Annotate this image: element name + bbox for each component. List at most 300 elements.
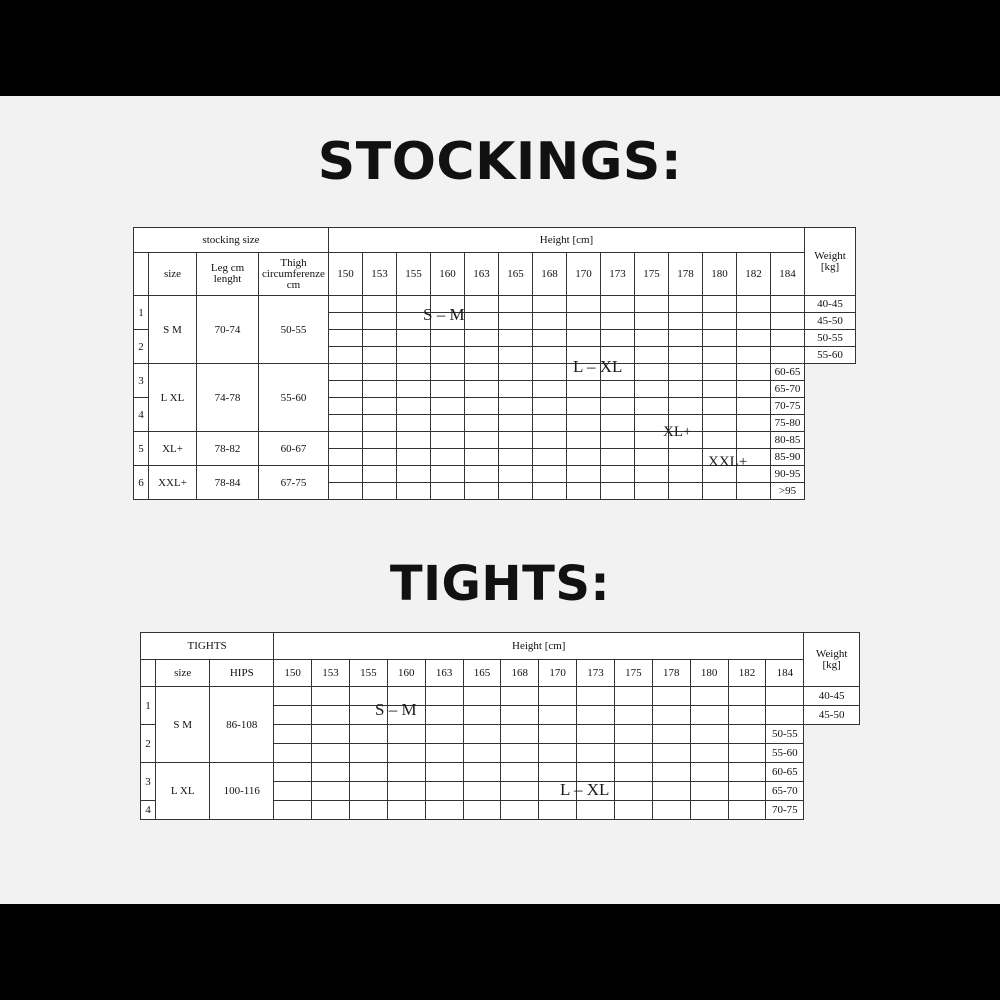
cell — [652, 725, 690, 744]
header-tights: TIGHTS — [141, 633, 274, 660]
height-col-160: 160 — [431, 253, 465, 296]
thigh-circumference: 60-67 — [259, 432, 329, 466]
cell-shaded — [499, 432, 533, 449]
bottom-letterbox-bar — [0, 904, 1000, 1000]
cell-shaded — [465, 398, 499, 415]
cell — [431, 466, 465, 483]
cell-shaded — [501, 687, 539, 706]
cell — [690, 801, 728, 820]
cell-shaded — [463, 782, 501, 801]
cell-shaded — [465, 330, 499, 347]
table-subheader-row — [141, 660, 860, 687]
height-col-155: 155 — [397, 253, 431, 296]
cell — [329, 364, 363, 381]
cell-shaded — [463, 801, 501, 820]
height-col-163: 163 — [425, 660, 463, 687]
cell — [728, 706, 766, 725]
cell-shaded — [577, 725, 615, 744]
cell-shaded — [463, 706, 501, 725]
height-col-160: 160 — [387, 660, 425, 687]
weight-value: 85-90 — [771, 449, 805, 466]
cell-shaded — [635, 381, 669, 398]
cell — [397, 483, 431, 500]
cell — [771, 330, 805, 347]
header-height: Height [cm] — [274, 633, 804, 660]
weight-value: 55-60 — [766, 744, 804, 763]
zone-label-xxlplus: XXL+ — [708, 454, 748, 470]
cell — [312, 801, 350, 820]
cell — [771, 347, 805, 364]
cell — [766, 687, 804, 706]
cell-shaded — [669, 466, 703, 483]
height-col-173: 173 — [577, 660, 615, 687]
cell-shaded — [577, 744, 615, 763]
cell-shaded — [539, 744, 577, 763]
cell — [635, 330, 669, 347]
cell-shaded — [363, 313, 397, 330]
height-col-178: 178 — [669, 253, 703, 296]
row-index: 6 — [134, 466, 149, 500]
weight-value: 45-50 — [805, 313, 856, 330]
cell — [567, 296, 601, 313]
cell-shaded — [431, 381, 465, 398]
thigh-circumference: 55-60 — [259, 364, 329, 432]
table-row — [134, 432, 856, 449]
cell — [431, 432, 465, 449]
subheader-hips: HIPS — [210, 660, 274, 687]
size-label: L XL — [149, 364, 197, 432]
cell-shaded — [425, 725, 463, 744]
cell-shaded — [635, 483, 669, 500]
cell-shaded — [397, 347, 431, 364]
size-label: S M — [149, 296, 197, 364]
cell — [703, 296, 737, 313]
cell — [635, 296, 669, 313]
cell — [703, 347, 737, 364]
cell — [690, 725, 728, 744]
cell-shaded — [499, 330, 533, 347]
cell-shaded — [567, 415, 601, 432]
cell-shaded — [465, 347, 499, 364]
cell-shaded — [387, 801, 425, 820]
row-index: 3 — [141, 763, 156, 801]
cell-shaded — [425, 801, 463, 820]
header-height: Height [cm] — [329, 228, 805, 253]
cell-shaded — [539, 706, 577, 725]
cell-shaded — [501, 801, 539, 820]
height-col-173: 173 — [601, 253, 635, 296]
cell — [771, 313, 805, 330]
row-index: 5 — [134, 432, 149, 466]
cell-shaded — [349, 725, 387, 744]
cell — [533, 466, 567, 483]
weight-value: 65-70 — [766, 782, 804, 801]
height-col-168: 168 — [533, 253, 567, 296]
tights-table-wrapper — [140, 632, 860, 820]
cell-shaded — [635, 398, 669, 415]
cell-shaded — [601, 466, 635, 483]
cell-shaded — [652, 801, 690, 820]
cell-shaded — [425, 744, 463, 763]
cell-shaded — [463, 725, 501, 744]
cell — [690, 706, 728, 725]
cell — [397, 432, 431, 449]
cell — [329, 466, 363, 483]
cell — [614, 706, 652, 725]
subheader-size: size — [156, 660, 210, 687]
cell-shaded — [567, 466, 601, 483]
cell — [363, 347, 397, 364]
height-col-153: 153 — [363, 253, 397, 296]
header-weight — [805, 228, 856, 296]
cell-shaded — [431, 364, 465, 381]
cell-shaded — [465, 296, 499, 313]
cell — [577, 706, 615, 725]
row-index: 4 — [134, 398, 149, 432]
cell-shaded — [501, 725, 539, 744]
cell-shaded — [703, 381, 737, 398]
cell — [690, 744, 728, 763]
cell-shaded — [539, 763, 577, 782]
cell-shaded — [274, 706, 312, 725]
height-col-184: 184 — [771, 253, 805, 296]
cell-shaded — [533, 347, 567, 364]
row-index: 1 — [134, 296, 149, 330]
height-col-175: 175 — [635, 253, 669, 296]
cell — [349, 782, 387, 801]
cell-shaded — [312, 725, 350, 744]
cell — [329, 432, 363, 449]
table-subheader-row — [134, 253, 856, 296]
cell — [329, 398, 363, 415]
cell — [465, 432, 499, 449]
cell-shaded — [601, 483, 635, 500]
cell — [499, 466, 533, 483]
height-col-165: 165 — [463, 660, 501, 687]
size-label: S M — [156, 687, 210, 763]
cell-shaded — [533, 330, 567, 347]
subheader-size: size — [149, 253, 197, 296]
cell-shaded — [669, 364, 703, 381]
cell-shaded — [425, 687, 463, 706]
zone-label-sm: S – M — [375, 700, 417, 719]
cell-shaded — [669, 381, 703, 398]
cell-shaded — [501, 744, 539, 763]
cell-shaded — [567, 483, 601, 500]
cell-shaded — [397, 330, 431, 347]
cell-shaded — [703, 483, 737, 500]
cell-shaded — [387, 725, 425, 744]
cell — [431, 398, 465, 415]
cell-shaded — [533, 415, 567, 432]
cell-shaded — [463, 687, 501, 706]
cell — [397, 398, 431, 415]
cell-shaded — [737, 415, 771, 432]
cell-shaded — [533, 449, 567, 466]
cell-shaded — [465, 313, 499, 330]
cell — [737, 330, 771, 347]
header-weight-line1: Weight — [815, 647, 848, 660]
zone-label-xlplus: XL+ — [663, 424, 692, 440]
tights-table — [140, 632, 860, 820]
cell-shaded — [312, 687, 350, 706]
cell — [737, 364, 771, 381]
stockings-heading: STOCKINGS: — [317, 132, 683, 192]
cell-shaded — [737, 432, 771, 449]
cell — [431, 415, 465, 432]
height-col-180: 180 — [703, 253, 737, 296]
cell — [363, 415, 397, 432]
cell — [363, 364, 397, 381]
table-header-row — [134, 228, 856, 253]
cell-shaded — [501, 782, 539, 801]
cell-shaded — [601, 381, 635, 398]
cell — [737, 296, 771, 313]
cell-shaded — [737, 483, 771, 500]
cell-shaded — [312, 706, 350, 725]
hips-value: 100-116 — [210, 763, 274, 820]
cell-shaded — [425, 706, 463, 725]
cell-shaded — [601, 432, 635, 449]
cell — [397, 381, 431, 398]
height-col-170: 170 — [539, 660, 577, 687]
cell-shaded — [499, 415, 533, 432]
height-col-180: 180 — [690, 660, 728, 687]
cell-shaded — [539, 801, 577, 820]
thigh-circumference: 67-75 — [259, 466, 329, 500]
zone-label-lxl: L – XL — [560, 780, 610, 799]
cell-shaded — [577, 801, 615, 820]
cell-shaded — [601, 398, 635, 415]
cell — [499, 449, 533, 466]
cell — [577, 687, 615, 706]
cell — [499, 483, 533, 500]
subheader-leg-line1: Leg cm — [210, 262, 245, 274]
header-weight-line2: [kg] — [822, 658, 841, 671]
cell — [274, 801, 312, 820]
cell-shaded — [425, 782, 463, 801]
cell — [329, 449, 363, 466]
height-col-155: 155 — [349, 660, 387, 687]
weight-value: >95 — [771, 483, 805, 500]
top-letterbox-bar — [0, 0, 1000, 96]
leg-length: 78-84 — [197, 466, 259, 500]
weight-value: 40-45 — [804, 687, 860, 706]
cell-shaded — [465, 415, 499, 432]
cell — [329, 415, 363, 432]
tights-heading: TIGHTS: — [389, 556, 611, 612]
cell — [274, 744, 312, 763]
height-col-170: 170 — [567, 253, 601, 296]
table-row — [141, 687, 860, 706]
cell — [312, 782, 350, 801]
cell-shaded — [567, 398, 601, 415]
cell-shaded — [614, 744, 652, 763]
header-weight-line1: Weight — [814, 249, 846, 262]
leg-length: 78-82 — [197, 432, 259, 466]
cell-shaded — [499, 381, 533, 398]
corner-cell — [134, 253, 149, 296]
cell — [635, 313, 669, 330]
cell-shaded — [499, 347, 533, 364]
cell — [363, 432, 397, 449]
subheader-thigh-line3: cm — [286, 278, 301, 291]
cell — [614, 725, 652, 744]
cell-shaded — [652, 782, 690, 801]
cell-shaded — [567, 381, 601, 398]
cell — [397, 364, 431, 381]
weight-value: 40-45 — [805, 296, 856, 313]
weight-value: 60-65 — [766, 763, 804, 782]
cell-shaded — [387, 744, 425, 763]
zone-label-sm: S – M — [423, 305, 465, 324]
cell — [728, 725, 766, 744]
table-row — [134, 296, 856, 313]
cell-shaded — [463, 763, 501, 782]
size-chart-sheet — [0, 96, 1000, 904]
cell-shaded — [533, 313, 567, 330]
thigh-circumference: 50-55 — [259, 296, 329, 364]
cell — [533, 483, 567, 500]
cell-shaded — [577, 763, 615, 782]
cell-shaded — [533, 432, 567, 449]
height-col-150: 150 — [329, 253, 363, 296]
cell — [397, 415, 431, 432]
cell-shaded — [635, 466, 669, 483]
cell-shaded — [499, 364, 533, 381]
leg-length: 74-78 — [197, 364, 259, 432]
cell — [669, 296, 703, 313]
row-index: 3 — [134, 364, 149, 398]
cell-shaded — [431, 347, 465, 364]
header-stocking-size: stocking size — [134, 228, 329, 253]
cell-shaded — [533, 364, 567, 381]
row-index: 1 — [141, 687, 156, 725]
cell — [669, 330, 703, 347]
cell — [728, 744, 766, 763]
weight-value: 50-55 — [805, 330, 856, 347]
cell — [737, 381, 771, 398]
height-col-163: 163 — [465, 253, 499, 296]
weight-value: 50-55 — [766, 725, 804, 744]
cell — [737, 398, 771, 415]
row-index: 2 — [134, 330, 149, 364]
subheader-thigh — [259, 253, 329, 296]
cell — [669, 347, 703, 364]
cell — [703, 330, 737, 347]
cell-shaded — [533, 296, 567, 313]
cell-shaded — [499, 398, 533, 415]
cell-shaded — [567, 449, 601, 466]
subheader-leg-line2: lenght — [213, 273, 242, 285]
cell — [431, 449, 465, 466]
weight-value: 55-60 — [805, 347, 856, 364]
cell — [329, 347, 363, 364]
cell — [465, 483, 499, 500]
height-col-168: 168 — [501, 660, 539, 687]
cell — [274, 763, 312, 782]
cell-shaded — [669, 449, 703, 466]
table-row — [134, 364, 856, 381]
cell — [690, 687, 728, 706]
cell-shaded — [703, 398, 737, 415]
cell-shaded — [669, 398, 703, 415]
weight-value: 75-80 — [771, 415, 805, 432]
cell — [274, 782, 312, 801]
cell — [329, 330, 363, 347]
cell-shaded — [349, 744, 387, 763]
cell — [465, 466, 499, 483]
cell-shaded — [533, 398, 567, 415]
cell-shaded — [703, 432, 737, 449]
cell-shaded — [635, 449, 669, 466]
height-col-182: 182 — [728, 660, 766, 687]
cell — [363, 381, 397, 398]
cell-shaded — [363, 330, 397, 347]
cell-shaded — [501, 706, 539, 725]
leg-length: 70-74 — [197, 296, 259, 364]
cell — [312, 763, 350, 782]
cell — [652, 706, 690, 725]
height-col-153: 153 — [312, 660, 350, 687]
cell — [703, 313, 737, 330]
height-col-175: 175 — [614, 660, 652, 687]
cell-shaded — [614, 801, 652, 820]
cell-shaded — [387, 782, 425, 801]
corner-cell — [141, 660, 156, 687]
cell — [737, 347, 771, 364]
cell — [312, 744, 350, 763]
cell — [363, 466, 397, 483]
cell — [539, 687, 577, 706]
cell — [397, 449, 431, 466]
size-label: XL+ — [149, 432, 197, 466]
subheader-thigh-line2: circumferenze — [262, 267, 325, 280]
cell — [728, 763, 766, 782]
cell — [397, 466, 431, 483]
cell-shaded — [601, 330, 635, 347]
cell — [690, 763, 728, 782]
cell — [601, 296, 635, 313]
height-col-182: 182 — [737, 253, 771, 296]
cell-shaded — [703, 415, 737, 432]
cell-shaded — [387, 763, 425, 782]
weight-value: 45-50 — [804, 706, 860, 725]
cell-shaded — [463, 744, 501, 763]
weight-value: 65-70 — [771, 381, 805, 398]
cell-shaded — [465, 364, 499, 381]
size-label: L XL — [156, 763, 210, 820]
cell — [363, 398, 397, 415]
cell — [274, 687, 312, 706]
row-index: 4 — [141, 801, 156, 820]
height-col-178: 178 — [652, 660, 690, 687]
cell — [728, 687, 766, 706]
cell — [329, 296, 363, 313]
cell-shaded — [274, 725, 312, 744]
height-col-165: 165 — [499, 253, 533, 296]
cell — [690, 782, 728, 801]
cell-shaded — [499, 296, 533, 313]
weight-value: 80-85 — [771, 432, 805, 449]
height-col-150: 150 — [274, 660, 312, 687]
header-weight — [804, 633, 860, 687]
row-index: 2 — [141, 725, 156, 763]
cell — [349, 801, 387, 820]
cell-shaded — [499, 313, 533, 330]
cell-shaded — [652, 744, 690, 763]
cell — [601, 313, 635, 330]
